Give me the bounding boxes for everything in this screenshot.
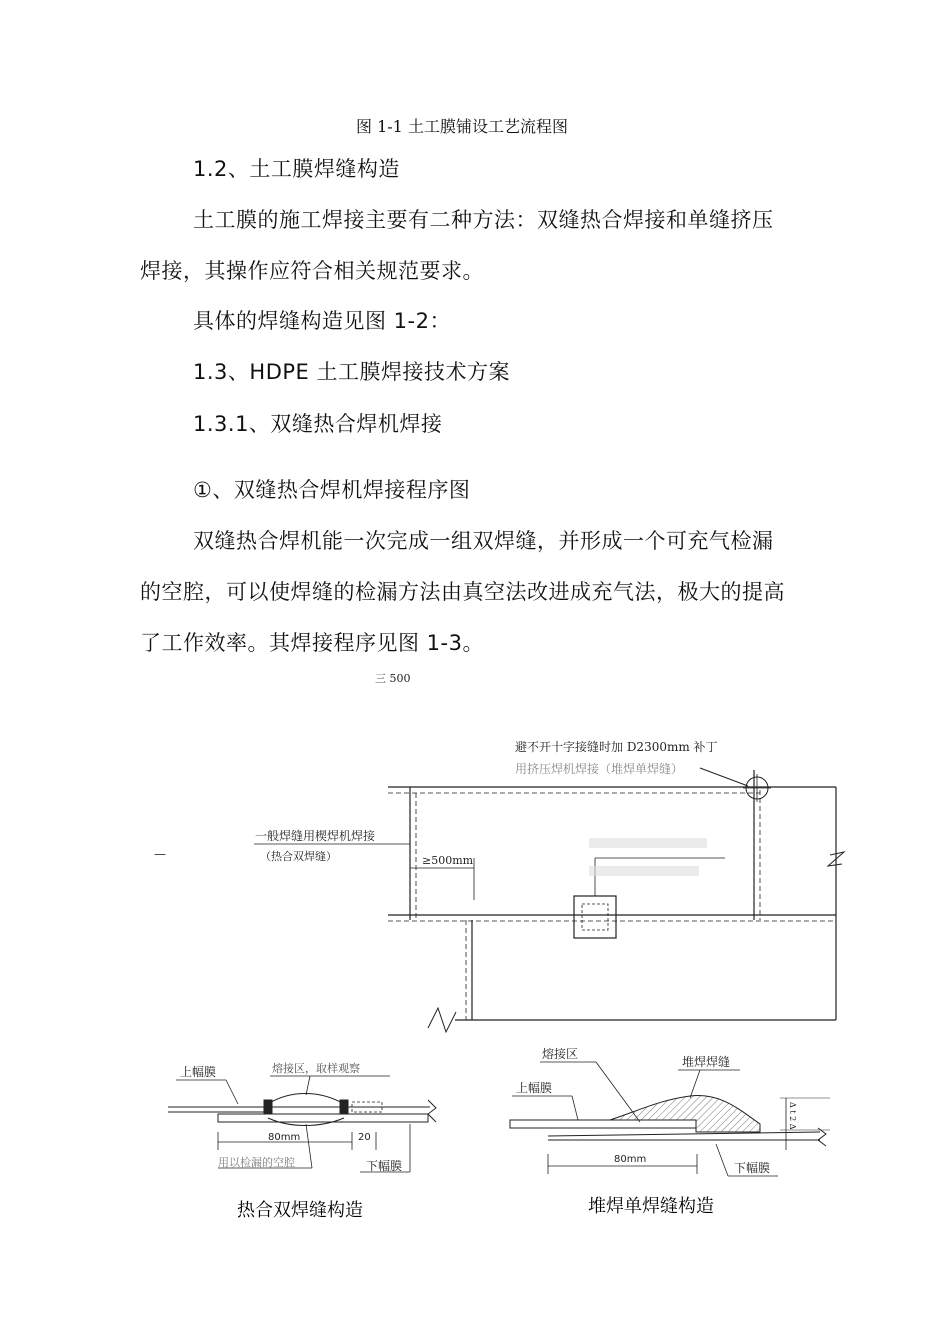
patch-circle [743, 774, 771, 802]
top-dimension-label: 三 500 [375, 672, 411, 685]
dim-500-label: ≥500mm [422, 854, 474, 867]
paragraph-3-line-2: 的空腔，可以使焊缝的检漏方法由真空法改进成充气法，极大的提高 [140, 580, 785, 604]
right-section-title: 堆焊单焊缝构造 [588, 1196, 714, 1217]
left-section-title: 热合双焊缝构造 [237, 1200, 363, 1221]
paragraph-3-line-3: 了工作效率。其焊接程序见图 1-3。 [140, 631, 484, 655]
note-patch-leader [700, 768, 748, 786]
dash-mark: — [154, 847, 166, 861]
right-upper-film-label: 上幅膜 [516, 1081, 553, 1095]
left-80mm-label: 80mm [268, 1132, 301, 1143]
figure-caption-1-1: 图 1-1 土工膜铺设工艺流程图 [356, 117, 568, 136]
left-fusion-zone-label: 熔接区，取样观察 [272, 1062, 360, 1075]
panel-grid [388, 770, 836, 1020]
left-upper-film-label: 上幅膜 [180, 1065, 217, 1079]
right-lower-film-label: 下幅膜 [734, 1161, 771, 1175]
single-seam-section [510, 1062, 830, 1176]
note-general-line-1: 一般焊缝用楔焊机焊接 [255, 829, 376, 843]
break-mark-bottom [428, 1008, 456, 1032]
paragraph-1-line-1: 土工膜的施工焊接主要有二种方法：双缝热合焊接和单缝挤压 [193, 208, 774, 232]
note-general-line-2: （热合双焊缝） [260, 850, 337, 863]
double-seam-section [168, 1076, 436, 1172]
left-cavity-label: 用以检漏的空腔 [218, 1156, 295, 1169]
paragraph-3-line-1: 双缝热合焊机能一次完成一组双焊缝，并形成一个可充气检漏 [193, 529, 774, 553]
left-20-label: 20 [358, 1132, 371, 1143]
paragraph-1-line-2: 焊接，其操作应符合相关规范要求。 [140, 259, 484, 283]
heading-1-2: 1.2、土工膜焊缝构造 [193, 157, 400, 181]
note-patch-line-2: 用挤压焊机焊接（堆焊单焊缝） [515, 762, 684, 776]
heading-1-3-1: 1.3.1、双缝热合焊机焊接 [193, 412, 443, 436]
right-fusion-zone-label: 熔接区 [542, 1047, 579, 1061]
right-thickness-label: Δ t 2 Δ [788, 1102, 797, 1130]
paragraph-2: 具体的焊缝构造见图 1-2： [193, 309, 451, 333]
right-80mm-label: 80mm [614, 1154, 647, 1165]
heading-1-3: 1.3、HDPE 土工膜焊接技术方案 [193, 360, 510, 384]
left-lower-film-label: 下幅膜 [366, 1159, 403, 1173]
note-patch-line-1: 避不开十字接缝时加 D2300mm 补丁 [515, 740, 718, 754]
heading-circle-1: ①、双缝热合焊机焊接程序图 [193, 478, 471, 502]
right-weld-label: 堆焊焊缝 [682, 1055, 731, 1069]
